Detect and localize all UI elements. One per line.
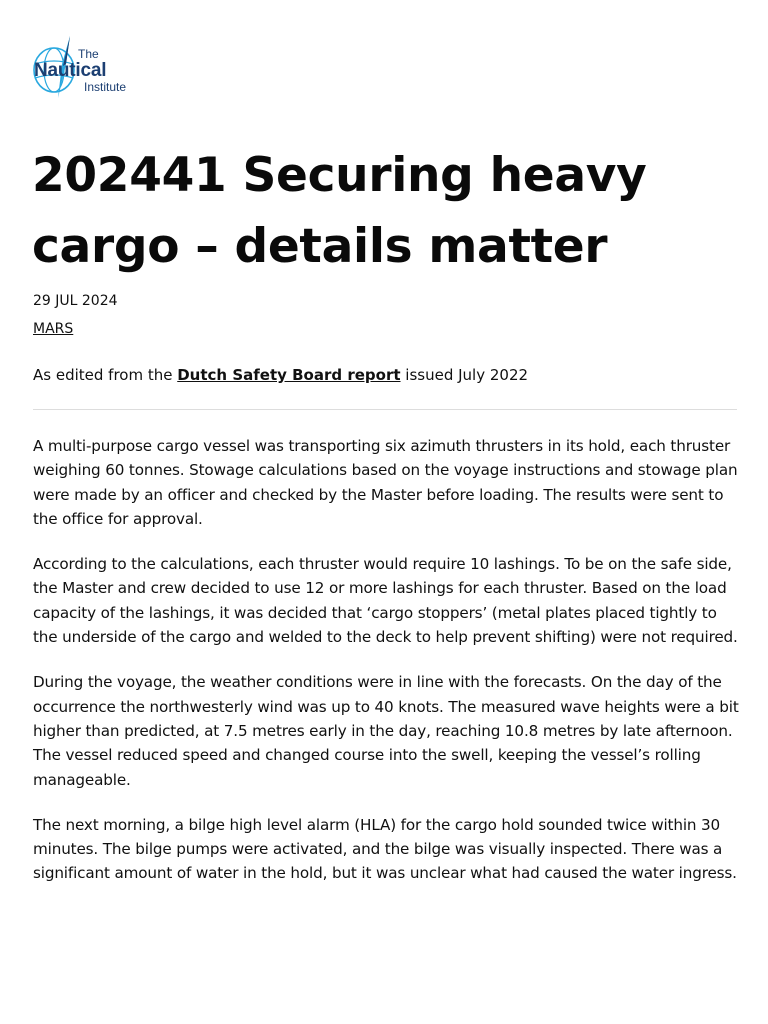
article-paragraph: A multi-purpose cargo vessel was transporting six azimuth thrusters in its hold, each thruster weighing 60 tonnes. Stowage calculations based on the voyage instructions and stowage plan were made by an officer and checked by the Master before loading. The results were sent to the office for approval.: [33, 437, 738, 528]
article-date: 29 JUL 2024: [33, 293, 118, 309]
divider: [33, 409, 737, 410]
logo-text-nautical: Nautical: [34, 60, 107, 81]
article-title: 202441 Securing heavy cargo – details matter: [32, 148, 647, 275]
logo-text-the: The: [78, 47, 99, 61]
article-paragraph: The next morning, a bilge high level alarm (HLA) for the cargo hold sounded twice within 30 minutes. The bilge pumps were activated, and the bilge was visually inspected. There was a significant amount of water in the hold, but it was unclear what had caused the water ingress.: [33, 815, 737, 883]
source-report-link[interactable]: Dutch Safety Board report: [177, 366, 401, 384]
logo-text-institute: Institute: [84, 80, 127, 94]
source-line: [33, 366, 528, 384]
article-body: [33, 434, 739, 907]
article-paragraph: According to the calculations, each thruster would require 10 lashings. To be on the safe side, the Master and crew decided to use 12 or more lashings for each thruster. Based on the load capacity of the lashings, it was decided that ‘cargo stoppers’ (metal plates placed tightly to the underside of the cargo and welded to the deck to help prevent shifting) were not required.: [33, 555, 738, 647]
source-prefix: As edited from the: [33, 366, 178, 384]
article-paragraph: During the voyage, the weather conditions were in line with the forecasts. On the day of the occurrence the northwesterly wind was up to 40 knots. The measured wave heights were a bit higher than predicted, at 7.5 metres early in the day, reaching 10.8 metres by late afternoon. The vessel reduced speed and changed course into the swell, keeping the vessel’s rolling manageable.: [33, 673, 739, 789]
nautical-institute-logo[interactable]: [30, 34, 150, 106]
source-suffix: issued July 2022: [400, 366, 529, 384]
category-link[interactable]: MARS: [33, 321, 74, 337]
